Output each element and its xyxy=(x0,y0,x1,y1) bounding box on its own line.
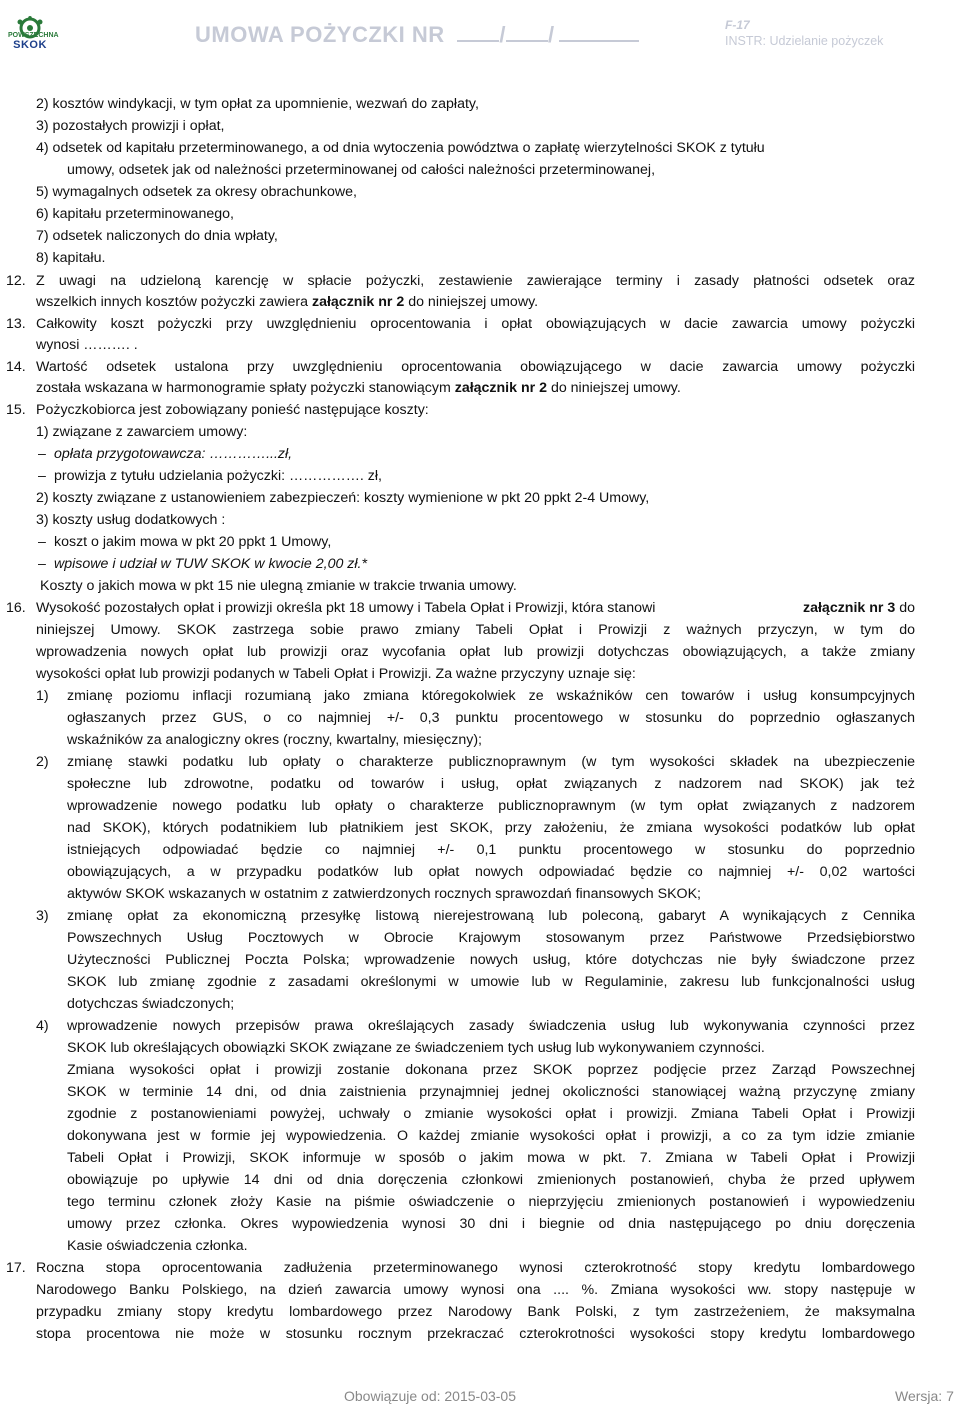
annex-reference: załącznik nr 2 xyxy=(454,380,547,396)
title-blank-1 xyxy=(457,22,499,42)
paragraph-line: umowy przez członka. Okres wypowiedzenia wynosi 30 dni i biegnie od dnia następującego po dniu doręczenia xyxy=(67,1216,915,1232)
paragraph-line: społeczne lub zdrowotne, podatku od towarów i usług, opłat związanych z nadzorem nad SKOK) jak też xyxy=(67,776,915,792)
section-number: 14. xyxy=(6,359,26,375)
paragraph-line: niniejszej Umowy. SKOK zastrzega sobie prawo zmiany Tabeli Opłat i Prowizji z ważnych przyczyn, w tym do xyxy=(36,622,915,638)
paragraph-line xyxy=(36,598,915,618)
section-number: 17. xyxy=(6,1260,26,1276)
list-item: prowizja z tytułu udzielania pożyczki: ……………. zł, xyxy=(54,468,382,484)
paragraph-line: stopa procentowa nie może w stosunku rocznym przekraczać czterokrotności wysokości stopy kredytu lombardowego xyxy=(36,1326,915,1342)
paragraph-line xyxy=(36,292,538,312)
paragraph-line: SKOK w terminie 14 dni, od dnia zaistnienia przynajmniej jednej okoliczności stanowiącej ważną przyczynę zmiany xyxy=(67,1084,915,1100)
text-run: wszelkich innych kosztów pożyczki zawiera xyxy=(36,294,309,310)
list-item: koszt o jakim mowa w pkt 20 ppkt 1 Umowy, xyxy=(54,534,332,550)
text-run: do niniejszej umowy. xyxy=(550,380,681,396)
title-text: UMOWA POŻYCZKI NR xyxy=(195,22,445,47)
title-separator-1: / xyxy=(499,22,506,47)
paragraph-line: przypadku zmiany stopy kredytu lombardowego przez Narodowy Bank Polski, z tym zastrzeżeniem, że maksymalna xyxy=(36,1304,915,1320)
paragraph-line: zgodnie z postanowieniami powyżej, uchwały o zmianie wysokości opłat i prowizji. Zmiana Tabeli Opłat i Prowizji xyxy=(67,1106,915,1122)
paragraph-line: Pożyczkobiorca jest zobowiązany ponieść następujące koszty: xyxy=(36,402,429,418)
paragraph-line: SKOK lub określających obowiązki SKOK związane ze świadczeniem tych usług lub wykonywaniem czynności. xyxy=(67,1040,765,1056)
page-header xyxy=(0,0,960,60)
item-number: 4) xyxy=(36,1018,49,1034)
paragraph-line: wprowadzenia nowych opłat lub prowizji oraz wycofania opłat lub prowizji dotychczas obowiązujących, a także zmiany xyxy=(36,644,915,660)
paragraph-line: Wartość odsetek ustalona przy uwzględnieniu oprocentowania obowiązującego w dacie zawarcia umowy pożyczki xyxy=(36,359,915,375)
dash-bullet: – xyxy=(38,468,46,484)
dash-bullet: – xyxy=(38,446,46,462)
list-item: 3) pozostałych prowizji i opłat, xyxy=(36,118,225,134)
paragraph-line: zmianę stawki podatku lub opłaty o charakterze publicznoprawnym (w tym wysokości składek na ubezpieczenie xyxy=(67,754,915,770)
paragraph-line: zmianę poziomu inflacji rozumianą jako zmiana któregokolwiek ze wskaźników cen towarów i usług konsumpcyjnych xyxy=(67,688,915,704)
document-title xyxy=(195,22,639,48)
list-item: 7) odsetek naliczonych do dnia wpłaty, xyxy=(36,228,278,244)
paragraph-line: SKOK lub zmianę zgodnie z zasadami określonymi w umowie lub w Regulaminie, zakresu lub funkcjonalności usług xyxy=(67,974,915,990)
paragraph-line: aktywów SKOK wskazanych w ostatnim z zatwierdzonych rocznych sprawozdań finansowych SKOK; xyxy=(67,886,701,902)
paragraph-line: Tabeli Opłat i Prowizji, SKOK informuje w sposób o jakim mowa w pkt. 7. Zmiana w Tabeli Opłat i Prowizji xyxy=(67,1150,915,1166)
dash-bullet: – xyxy=(38,534,46,550)
text-run: do xyxy=(899,600,915,616)
document-version: Wersja: 7 xyxy=(895,1388,954,1404)
paragraph-line: tego terminu członek złoży Kasie na piśmie oświadczenie o nieprzyjęciu zmienionych postanowień i wypowiedzeniu xyxy=(67,1194,915,1210)
title-blank-3 xyxy=(559,22,639,42)
paragraph-line xyxy=(36,378,681,398)
list-item-continuation: umowy, odsetek jak od należności przeterminowanej od całości należności przeterminowanej, xyxy=(67,162,656,178)
paragraph-line: Zmiana wysokości opłat i prowizji zostanie dokonana przez SKOK poprzez podjęcie przez Zarząd Powszechnej xyxy=(67,1062,915,1078)
section-number: 15. xyxy=(6,402,26,418)
annex-reference: załącznik nr 2 xyxy=(311,294,405,310)
title-separator-2: / xyxy=(547,22,555,47)
instruction-label: INSTR: Udzielanie pożyczek xyxy=(725,34,884,48)
paragraph-line: Roczna stopa oprocentowania zadłużenia przeterminowanego wynosi czterokrotność stopy kredytu lombardowego xyxy=(36,1260,915,1276)
paragraph-line: wskaźników za analogiczny okres (roczny, kwartalny, miesięczny); xyxy=(67,732,482,748)
list-item: 8) kapitału. xyxy=(36,250,106,266)
paragraph-line: Kasie oświadczenia członka. xyxy=(67,1238,248,1254)
section-number: 16. xyxy=(6,600,26,616)
form-code: F-17 xyxy=(725,18,750,32)
logo-line1: POWSZECHNA xyxy=(8,32,59,39)
item-number: 2) xyxy=(36,754,49,770)
paragraph-line: Całkowity koszt pożyczki przy uwzględnieniu oprocentowania i opłat obowiązujących w dacie zawarcia umowy pożyczki xyxy=(36,316,915,332)
paragraph-line: Narodowego Banku Polskiego, na dzień zawarcia umowy wynosi ona .... %. Zmiana wysokości ww. stopy następuje w xyxy=(36,1282,915,1298)
section-number: 12. xyxy=(6,273,26,289)
paragraph-line: obowiązuje po upływie 14 dni od dnia doręczenia członkowi zmienionych postanowień, chyba że przed upływem xyxy=(67,1172,915,1188)
list-item: 3) koszty usług dodatkowych : xyxy=(36,512,226,528)
item-number: 1) xyxy=(36,688,49,704)
paragraph-line: Koszty o jakich mowa w pkt 15 nie ulegną zmianie w trakcie trwania umowy. xyxy=(40,578,517,594)
paragraph-line: Użyteczności Publicznej Poczta Polska; wprowadzenie nowych usług, które dotychczas nie były świadczone przez xyxy=(67,952,915,968)
paragraph-line: nad SKOK), których podatnikiem lub płatnikiem jest SKOK, przy założeniu, że zmiana wysokości podatków lub opłat xyxy=(67,820,915,836)
list-item: opłata przygotowawcza: …………...zł, xyxy=(54,446,293,462)
paragraph-line: wprowadzenie nowego podatku lub opłaty o charakterze publicznoprawnym (w tym opłat związanych z nadzorem xyxy=(67,798,915,814)
list-item: 5) wymagalnych odsetek za okresy obrachunkowe, xyxy=(36,184,357,200)
title-blank-2 xyxy=(506,22,548,42)
dash-bullet: – xyxy=(38,556,46,572)
text-run: do niniejszej umowy. xyxy=(408,294,539,310)
paragraph-line: dokonywana jest w formie jej wypowiedzenia. O każdej zmianie wysokości opłat i prowizji, a co za tym idzie zmianie xyxy=(67,1128,915,1144)
list-item: wpisowe i udział w TUW SKOK w kwocie 2,00 zł.* xyxy=(54,556,368,572)
text-run: została wskazana w harmonogramie spłaty pożyczki stanowiącym xyxy=(36,380,451,396)
item-number: 3) xyxy=(36,908,49,924)
paragraph-line: wysokości opłat lub prowizji podanych w Tabeli Opłat i Prowizji. Za ważne przyczyny uznaje się: xyxy=(36,666,636,682)
paragraph-line: istniejących odpowiadać będzie co najmniej +/- 0,1 punktu procentowego w stosunku do poprzednio xyxy=(67,842,915,858)
paragraph-line: obowiązujących, a w przypadku podatków lub opłat nowych odpowiadać będzie co najmniej +/- 0,02 wartości xyxy=(67,864,915,880)
paragraph-line: Powszechnych Usług Pocztowych w Obrocie Krajowym stosowanym przez Państwowe Przedsiębiorstwo xyxy=(67,930,915,946)
annex-reference: załącznik nr 3 xyxy=(803,600,896,616)
list-item: 2) koszty związane z ustanowieniem zabezpieczeń: koszty wymienione w pkt 20 ppkt 2-4 Umowy, xyxy=(36,490,650,506)
list-item: 2) kosztów windykacji, w tym opłat za upomnienie, wezwań do zapłaty, xyxy=(36,96,479,112)
paragraph-line: dotychczas świadczonych; xyxy=(67,996,235,1012)
paragraph-line: zmianę opłat za ekonomiczną przesyłkę listową nierejestrowaną lub poleconą, gabaryt A wynikających z Cennika xyxy=(67,908,915,924)
effective-date: Obowiązuje od: 2015-03-05 xyxy=(344,1388,517,1404)
paragraph-line: wynosi ………. . xyxy=(36,337,138,353)
paragraph-line: Z uwagi na udzieloną karencję w spłacie pożyczki, zestawienie zawierające terminy i zasady płatności odsetek oraz xyxy=(36,273,915,289)
logo-line2: SKOK xyxy=(13,39,47,51)
paragraph-line: wprowadzenie nowych przepisów prawa określających zasady świadczenia usług lub wykonywania czynności przez xyxy=(67,1018,915,1034)
paragraph-line: ogłaszanych przez GUS, o co najmniej +/- 0,3 punktu procentowego w stosunku do poprzednio ogłaszanych xyxy=(67,710,915,726)
text-run: Wysokość pozostałych opłat i prowizji określa pkt 18 umowy i Tabela Opłat i Prowizji, która stanowi xyxy=(36,600,656,616)
section-number: 13. xyxy=(6,316,26,332)
list-item: 4) odsetek od kapitału przeterminowanego, a od dnia wytoczenia powództwa o zapłatę wierzytelności SKOK z tytułu xyxy=(36,140,765,156)
list-item: 1) związane z zawarciem umowy: xyxy=(36,424,248,440)
list-item: 6) kapitału przeterminowanego, xyxy=(36,206,234,222)
